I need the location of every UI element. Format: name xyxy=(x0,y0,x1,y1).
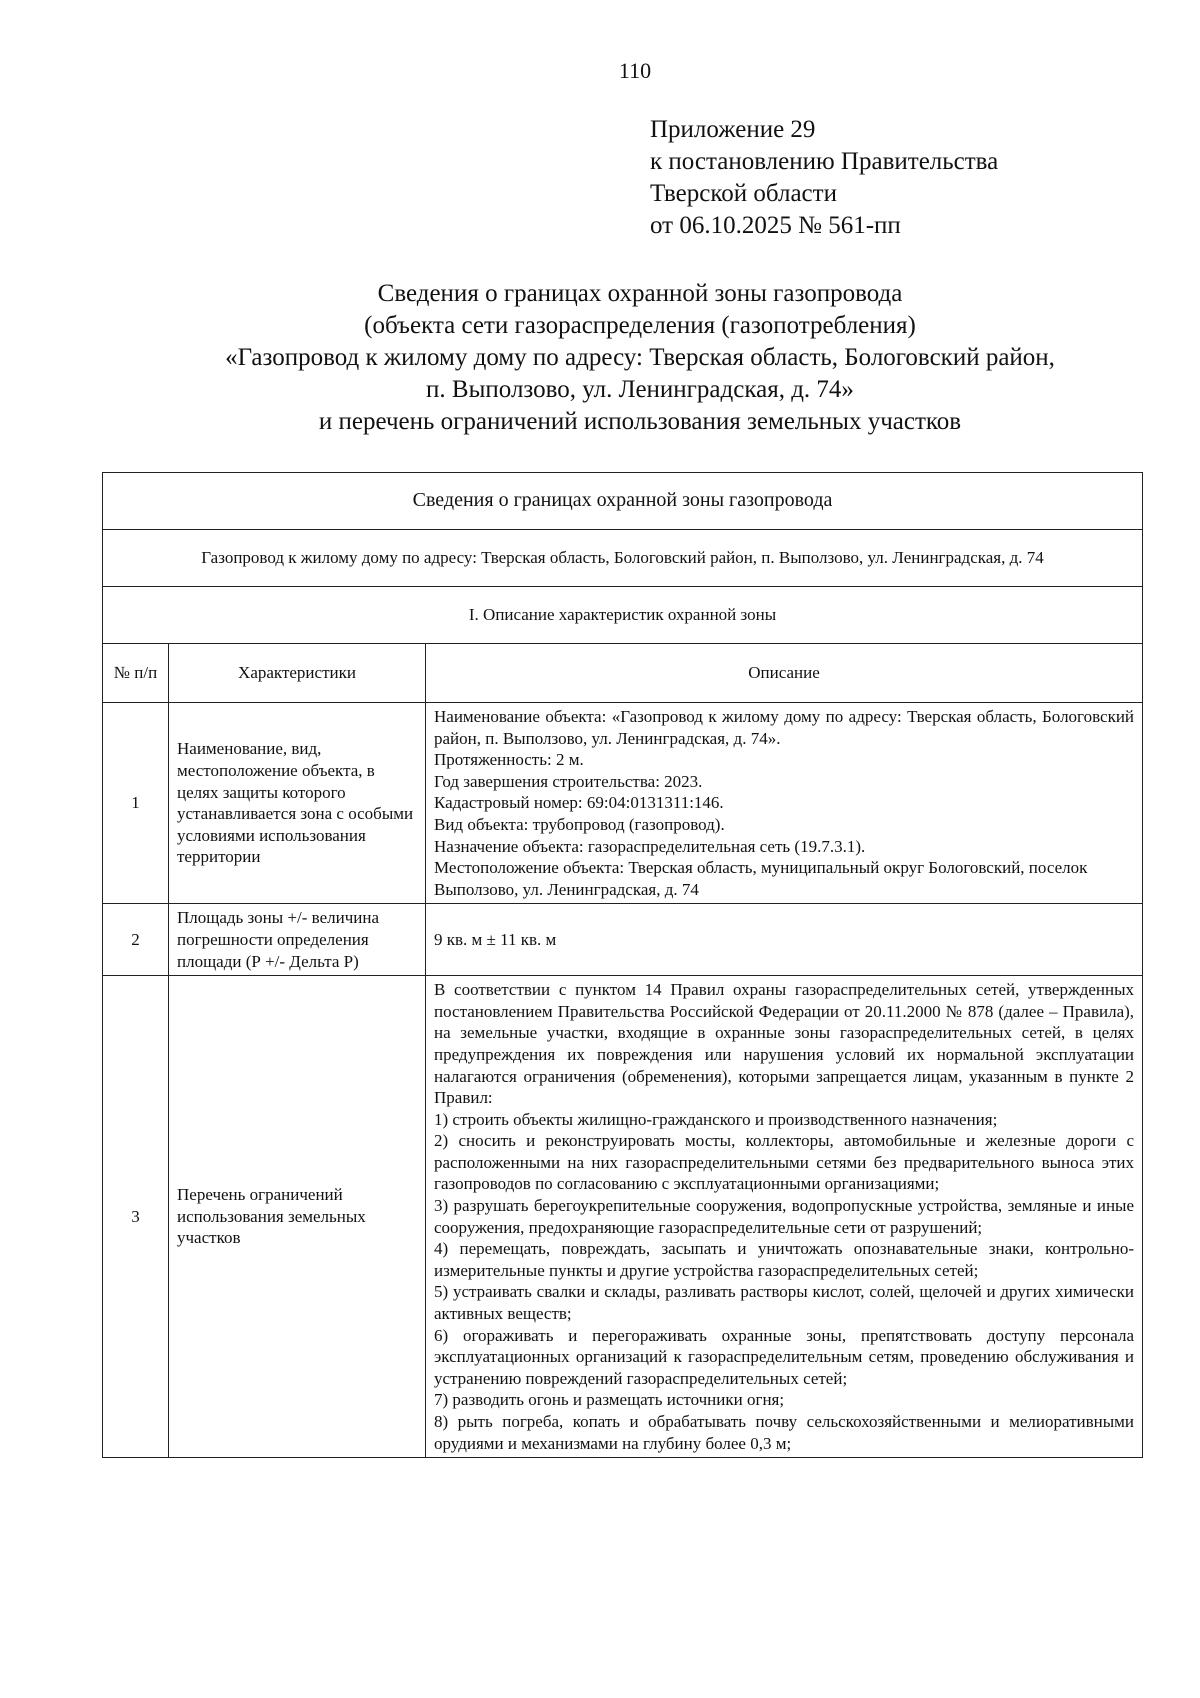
description-paragraph: Местоположение объекта: Тверская область, муниципальный округ Бологовский, поселок Выползово, ул. Ленинградская, д. 74 xyxy=(434,858,1088,899)
title-line: Сведения о границах охранной зоны газопровода xyxy=(377,280,903,307)
page-number: 110 xyxy=(618,58,652,83)
description-paragraph: Вид объекта: трубопровод (газопровод). xyxy=(434,814,725,834)
description-paragraph: Год завершения строительства: 2023. xyxy=(434,771,703,791)
row-characteristic: Перечень ограничений использования земельных участков xyxy=(169,976,426,1458)
description-paragraph: Кадастровый номер: 69:04:0131311:146. xyxy=(434,793,724,813)
appendix-line: Тверской области xyxy=(650,180,837,207)
table-column-headers xyxy=(103,644,1143,703)
column-header-characteristic: Характеристики xyxy=(169,644,426,703)
description-paragraph: Назначение объекта: газораспределительная сеть (19.7.3.1). xyxy=(434,836,866,856)
table-row xyxy=(103,904,1143,976)
description-paragraph: 2) сносить и реконструировать мосты, коллекторы, автомобильные и железные дороги с расположенными на них газораспределительными сетями без предварительного выноса этих газопроводов по согласованию с эксплуатационными организациями; xyxy=(434,1131,1135,1194)
row-description xyxy=(426,904,1143,976)
column-header-number: № п/п xyxy=(103,644,169,703)
title-line: п. Выползово, ул. Ленинградская, д. 74» xyxy=(426,376,854,403)
title-line: (объекта сети газораспределения (газопотребления) xyxy=(364,312,916,339)
description-paragraph: Наименование объекта: «Газопровод к жилому дому по адресу: Тверская область, Бологовский район, п. Выползово, ул. Ленинградская, д. 74». xyxy=(434,707,1135,748)
description-paragraph: 1) строить объекты жилищно-гражданского и производственного назначения; xyxy=(434,1109,998,1129)
description-paragraph: 5) устраивать свалки и склады, разливать растворы кислот, солей, щелочей и других химически активных веществ; xyxy=(434,1282,1135,1324)
description-paragraph: Протяженность: 2 м. xyxy=(434,750,584,770)
description-paragraph: 3) разрушать берегоукрепительные сооружения, водопропускные устройства, земляные и иные сооружения, предохраняющие газораспределительные сети от разрушений; xyxy=(434,1196,1135,1237)
zone-info-table xyxy=(102,472,1143,1458)
row-number: 3 xyxy=(103,976,169,1458)
appendix-block xyxy=(650,114,998,242)
appendix-line: от 06.10.2025 № 561-пп xyxy=(650,212,901,239)
table-row xyxy=(103,976,1143,1458)
title-line: «Газопровод к жилому дому по адресу: Тверская область, Бологовский район, xyxy=(225,344,1055,371)
row-description xyxy=(426,703,1143,904)
row-description xyxy=(426,976,1143,1458)
appendix-line: к постановлению Правительства xyxy=(650,148,999,175)
description-paragraph: 7) разводить огонь и размещать источники огня; xyxy=(434,1390,785,1410)
table-object-header: Газопровод к жилому дому по адресу: Тверская область, Бологовский район, п. Выползово, ул. Ленинградская, д. 74 xyxy=(103,530,1143,587)
document-title xyxy=(100,278,1180,438)
appendix-line: Приложение 29 xyxy=(650,116,816,143)
row-number: 2 xyxy=(103,904,169,976)
row-number: 1 xyxy=(103,703,169,904)
description-paragraph: 6) огораживать и перегораживать охранные зоны, препятствовать доступу персонала эксплуатационных организаций к газораспределительным сетям, проведению обслуживания и устранению повреждений газораспределительных сетей; xyxy=(434,1325,1135,1388)
table-row xyxy=(103,703,1143,904)
table-main-header: Сведения о границах охранной зоны газопровода xyxy=(103,473,1143,530)
description-paragraph: 4) перемещать, повреждать, засыпать и уничтожать опознавательные знаки, контрольно-измерительные пункты и другие устройства газораспределительных сетей; xyxy=(434,1239,1135,1280)
column-header-description: Описание xyxy=(426,644,1143,703)
description-paragraph: В соответствии с пунктом 14 Правил охраны газораспределительных сетей, утвержденных постановлением Правительства Российской Федерации от 20.11.2000 № 878 (далее – Правила), на земельные участки, входящие в охранные зоны газораспределительных сетей, в целях предупреждения их повреждения или нарушения условий их нормальной эксплуатации налагаются ограничения (обременения), которыми запрещается лицам, указанным в пункте 2 Правил: xyxy=(434,980,1135,1108)
row-characteristic: Площадь зоны +/- величина погрешности определения площади (Р +/- Дельта Р) xyxy=(169,904,426,976)
description-paragraph: 9 кв. м ± 11 кв. м xyxy=(434,929,557,949)
table-section-title: I. Описание характеристик охранной зоны xyxy=(103,587,1143,644)
title-line: и перечень ограничений использования земельных участков xyxy=(318,408,962,435)
description-paragraph: 8) рыть погреба, копать и обрабатывать почву сельскохозяйственными и мелиоративными орудиями и механизмами на глубину более 0,3 м; xyxy=(434,1412,1135,1453)
row-characteristic: Наименование, вид, местоположение объекта, в целях защиты которого устанавливается зона с особыми условиями использования территории xyxy=(169,703,426,904)
